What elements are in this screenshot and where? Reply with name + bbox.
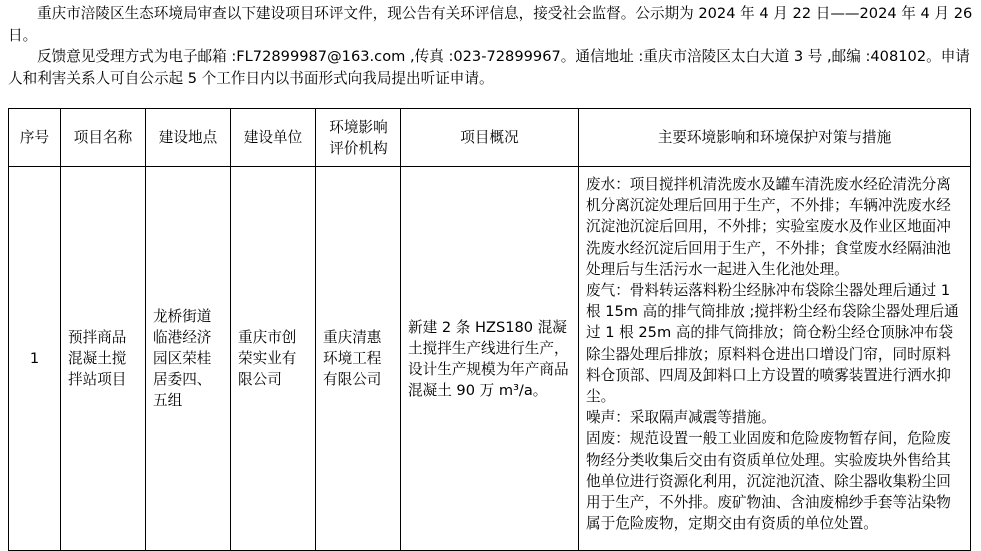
project-table — [8, 108, 971, 551]
cell-builder: 重庆市创荣实业有限公司 — [231, 167, 316, 551]
header-measures: 主要环境影响和环境保护对策与措施 — [579, 109, 971, 167]
cell-overview: 新建 2 条 HZS180 混凝土搅拌生产线进行生产，设计生产规模为年产商品混凝土 90 万 m³/a。 — [401, 167, 579, 551]
cell-measures — [579, 167, 971, 551]
public-notice — [8, 3, 974, 89]
cell-location: 龙桥街道临港经济园区荣桂居委四、五组 — [146, 167, 231, 551]
cell-project-name: 预拌商品混凝土搅拌站项目 — [61, 167, 146, 551]
notice-paragraph-feedback: 反馈意见受理方式为电子邮箱 :FL72899987@163.com ,传真 :023-72899967。通信地址 :重庆市涪陵区太白大道 3 号 ,邮编 :408102。申请人和利害关系人可自公示起 5 个工作日内以书面形式向我局提出听证申请。 — [8, 48, 970, 87]
cell-eia-agency: 重庆清惠环境工程有限公司 — [316, 167, 401, 551]
table-row — [9, 167, 971, 551]
header-eia-agency: 环境影响评价机构 — [316, 109, 401, 167]
notice-paragraph-period: 重庆市涪陵区生态环境局审查以下建设项目环评文件，现公告有关环评信息，接受社会监督。公示期为 2024 年 4 月 22 日——2024 年 4 月 26 日。 — [8, 5, 973, 44]
cell-no: 1 — [9, 167, 61, 551]
header-overview: 项目概况 — [401, 109, 579, 167]
measure-noise: 噪声：采取隔声减震等措施。 — [586, 409, 776, 427]
header-builder: 建设单位 — [231, 109, 316, 167]
measure-wastewater: 废水：项目搅拌机清洗废水及罐车清洗废水经砼清洗分离机分离沉淀处理后回用于生产，不外排；车辆冲洗废水经沉淀池沉淀后回用，不外排；实验室废水及作业区地面冲洗废水经沉淀后回用于生产，不外排；食堂废水经隔油池处理后与生活污水一起进入生化池处理。 — [586, 176, 951, 278]
header-project-name: 项目名称 — [61, 109, 146, 167]
table-header-row — [9, 109, 971, 167]
header-no: 序号 — [9, 109, 61, 167]
header-location: 建设地点 — [146, 109, 231, 167]
measure-exhaust: 废气：骨料转运落料粉尘经脉冲布袋除尘器处理后通过 1 根 15m 高的排气筒排放 ;搅拌粉尘经布袋除尘器处理后通过 1 根 25m 高的排气筒排放；筒仓粉尘经仓顶脉冲布袋除尘器处理后排放；原料料仓进出口增设门帘，同时原料料仓顶部、四周及卸料口上方设置的喷雾装置进行洒水抑尘。 — [586, 282, 959, 406]
measure-solid-waste: 固废：规范设置一般工业固废和危险废物暂存间，危险废物经分类收集后交由有资质单位处理。实验废块外售给其他单位进行资源化利用，沉淀池沉渣、除尘器收集粉尘回用于生产，不外排。废矿物油、含油废棉纱手套等沾染物属于危险废物，定期交由有资质的单位处置。 — [586, 430, 951, 533]
